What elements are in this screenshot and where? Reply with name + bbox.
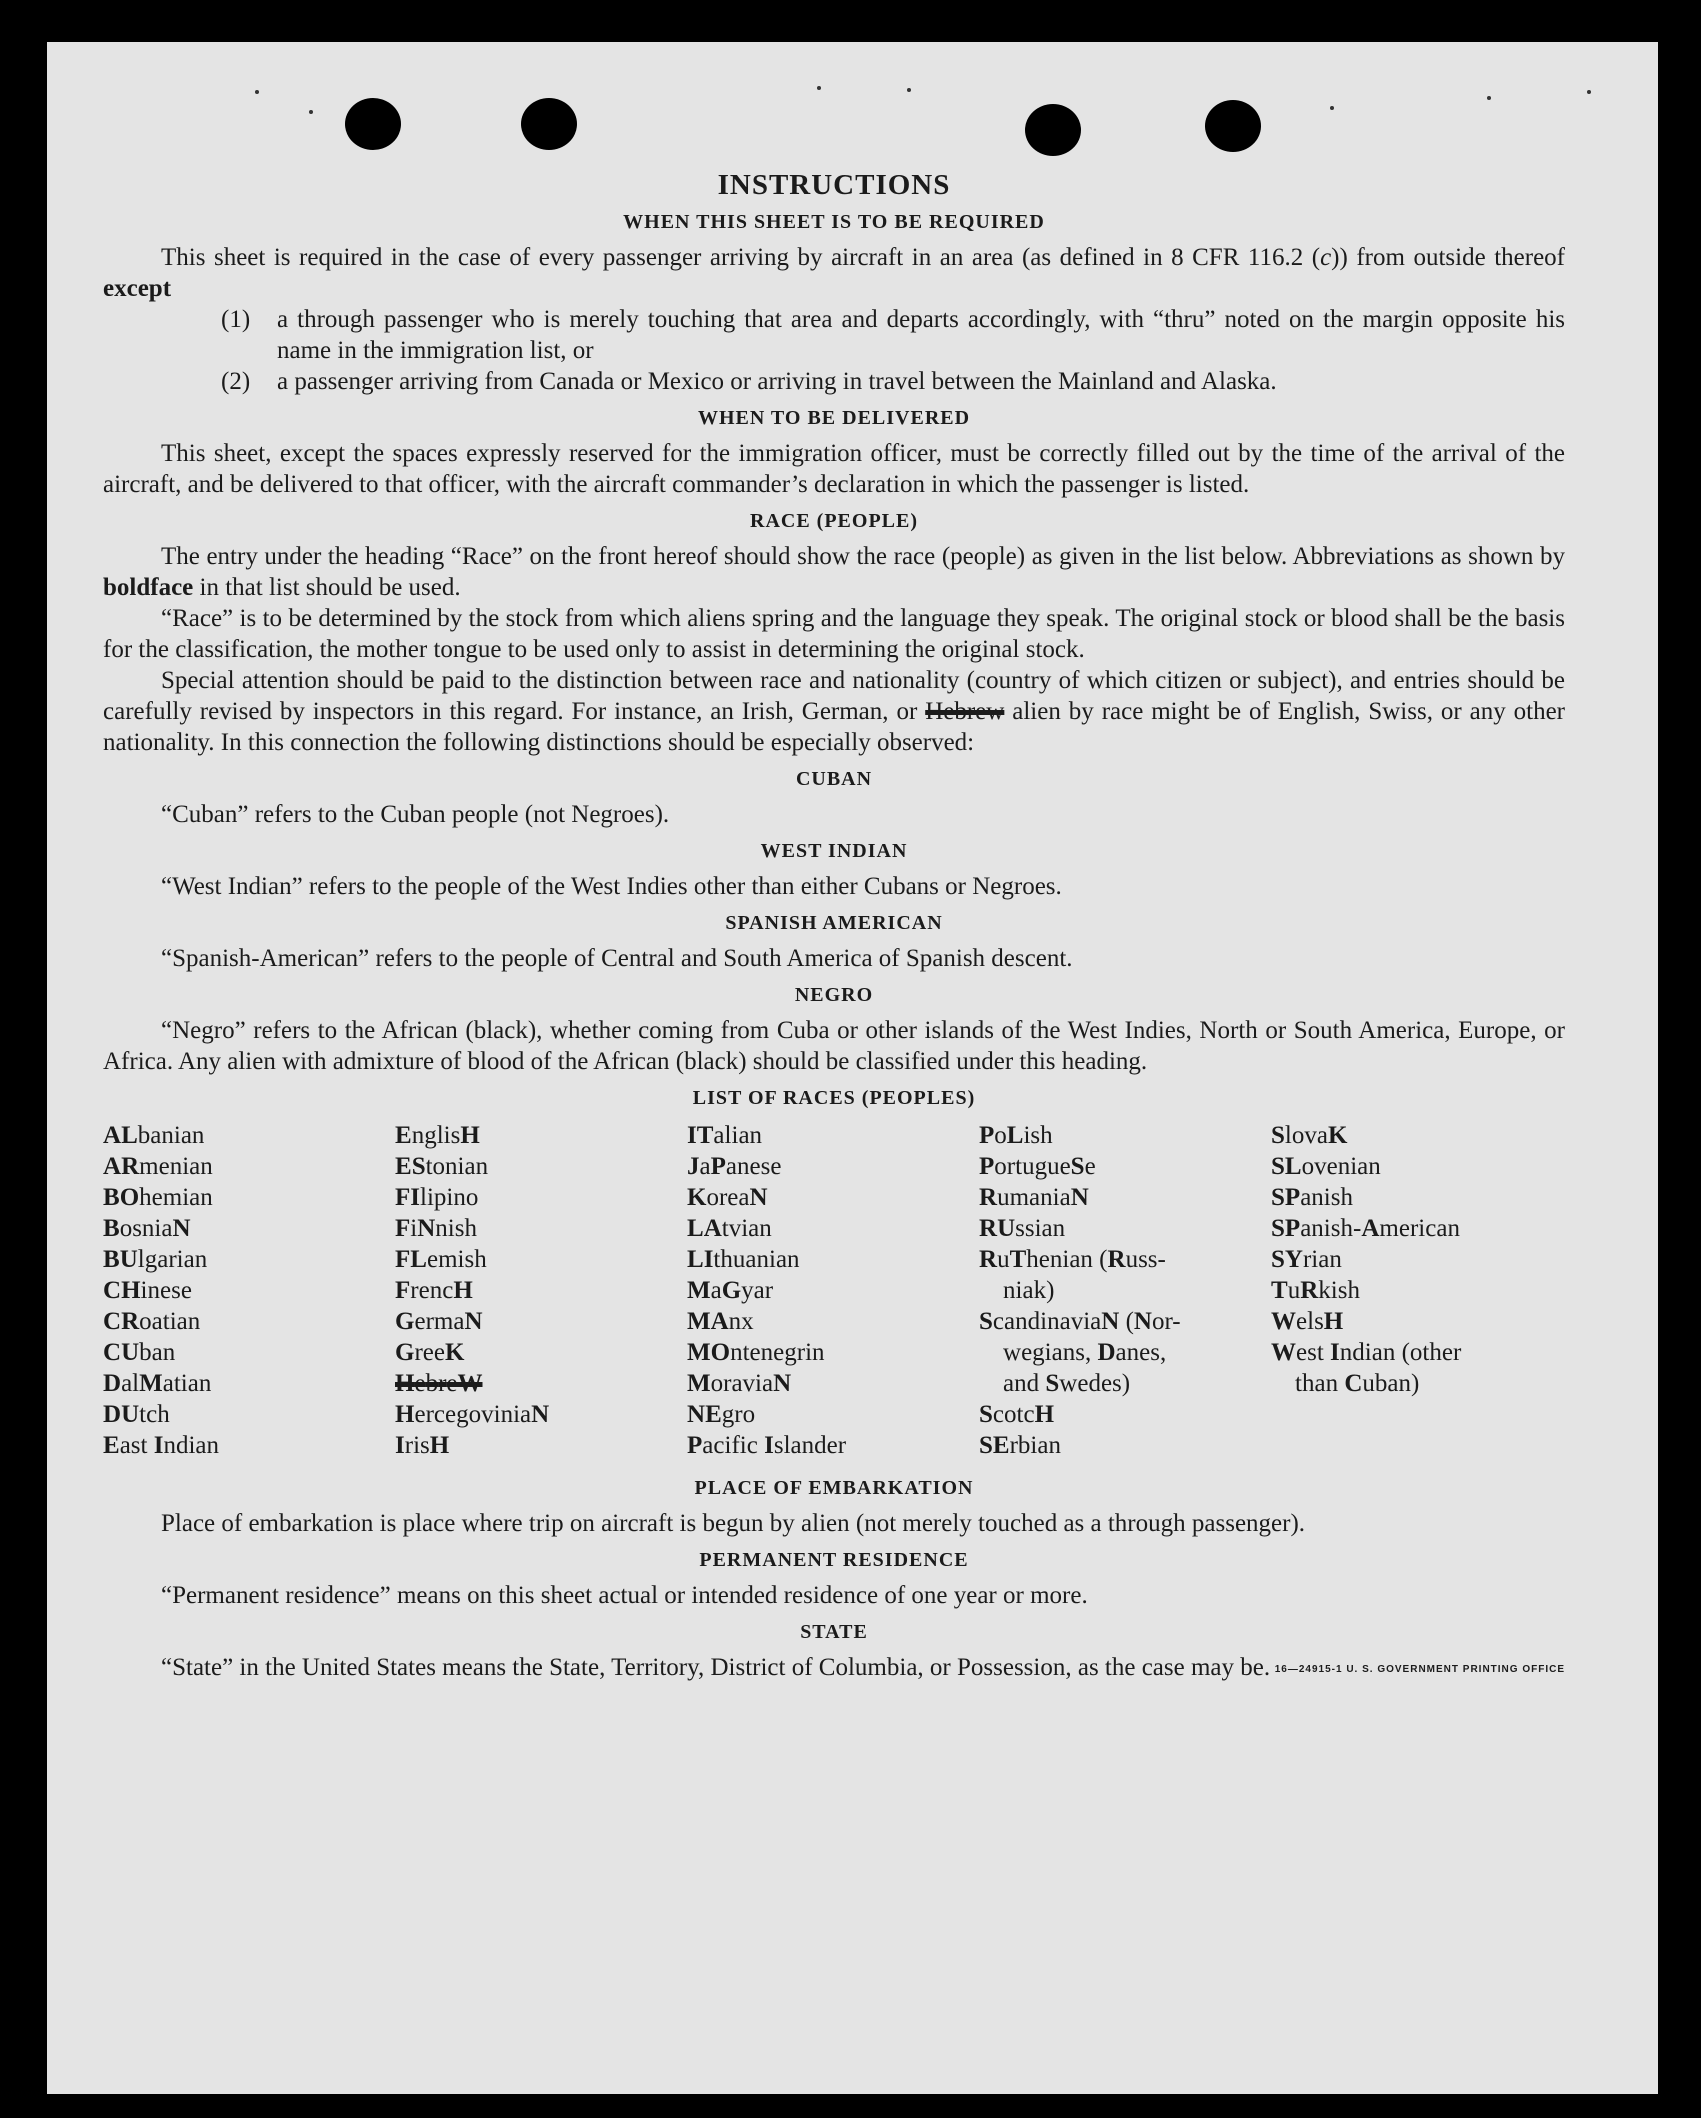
race-entry: LAtvian (687, 1215, 772, 1242)
race-entry: KoreaN (687, 1184, 768, 1211)
race-entry: WelsH (1271, 1308, 1344, 1335)
section-title-cuban: CUBAN (795, 768, 873, 790)
race-entry: FLemish (395, 1246, 487, 1273)
race-entry: SlovaK (1271, 1122, 1348, 1149)
race-entry: PoLish (979, 1122, 1053, 1149)
race-entry: MOntenegrin (687, 1339, 825, 1366)
race-entry: ITalian (687, 1122, 763, 1149)
race-entry: PortugueSe (979, 1153, 1096, 1180)
race-entry: ScotcH (979, 1401, 1055, 1428)
race-entry: LIthuanian (687, 1246, 800, 1273)
race-paragraph-1: The entry under the heading “Race” on the front hereof should show the race (people) as given in the list below. Abbreviations as shown by boldface in that list should be used. (103, 543, 1565, 601)
race-entry: EnglisH (395, 1122, 480, 1149)
section-title-state: STATE (800, 1621, 868, 1643)
race-entry: than Cuban) (1295, 1370, 1420, 1397)
race-entry: DalMatian (103, 1370, 212, 1397)
section-title-spanish-american: SPANISH AMERICAN (725, 912, 943, 934)
race-entry: East Indian (103, 1432, 220, 1459)
punch-hole (1025, 104, 1081, 156)
negro-paragraph: “Negro” refers to the African (black), whether coming from Cuba or other islands of the West Indies, North or South America, Europe, or Africa. Any alien with admixture of blood of the African (black) should be classified under this heading. (103, 1017, 1565, 1075)
speck (1587, 90, 1591, 94)
section-title-list-of-races: LIST OF RACES (PEOPLES) (692, 1087, 976, 1109)
race-column (395, 1120, 687, 1461)
section-title-residence: PERMANENT RESIDENCE (699, 1549, 969, 1571)
race-paragraph-2: “Race” is to be determined by the stock from which aliens spring and the language they speak. The original stock or blood shall be the basis for the classification, the mother tongue to be used only to assist in determining the original stock. (103, 605, 1565, 663)
race-entry: CRoatian (103, 1308, 201, 1335)
race-column (1271, 1120, 1565, 1461)
exception-item: (2) a passenger arriving from Canada or Mexico or arriving in travel between the Mainland and Alaska. (221, 368, 1277, 395)
section-title-west-indian: WEST INDIAN (760, 840, 908, 862)
spanish-american-paragraph: “Spanish-American” refers to the people of Central and South America of Spanish descent. (161, 945, 1073, 972)
punch-hole (521, 98, 577, 150)
race-entry: HercegoviniaN (395, 1401, 550, 1428)
race-entry: NEgro (687, 1401, 756, 1428)
instructions-body (103, 170, 1565, 1683)
race-entry: West Indian (other (1271, 1339, 1462, 1366)
race-entry: niak) (1003, 1277, 1055, 1304)
section-title-delivered: WHEN TO BE DELIVERED (697, 407, 971, 429)
residence-paragraph: “Permanent residence” means on this sheet actual or intended residence of one year or more. (161, 1582, 1088, 1609)
speck (255, 90, 259, 94)
race-entry: BosniaN (103, 1215, 191, 1242)
race-entry: SPanish (1271, 1184, 1353, 1211)
speck (1487, 96, 1491, 100)
speck (907, 88, 911, 92)
race-list (103, 1120, 1565, 1461)
section-title-race: RACE (PEOPLE) (750, 510, 918, 532)
race-entry: CUban (103, 1339, 176, 1366)
page-title: INSTRUCTIONS (717, 169, 951, 201)
race-entry: FrencH (395, 1277, 473, 1304)
race-entry: Pacific Islander (687, 1432, 847, 1459)
document-sheet (47, 42, 1658, 2094)
race-entry: GreeK (395, 1339, 465, 1366)
section-title-embarkation: PLACE OF EMBARKATION (694, 1477, 974, 1499)
race-column (687, 1120, 979, 1461)
race-entry: DUtch (103, 1401, 170, 1428)
race-entry: MAnx (687, 1308, 754, 1335)
embarkation-paragraph: Place of embarkation is place where trip on aircraft is begun by alien (not merely touched as a through passenger). (161, 1510, 1306, 1537)
exception-item: (1) a through passenger who is merely touching that area and departs accordingly, with “thru” noted on the margin opposite his name in the immigration list, or (221, 306, 1565, 364)
race-entry: SErbian (979, 1432, 1061, 1459)
state-paragraph: “State” in the United States means the State, Territory, District of Columbia, or Possession, as the case may be. (161, 1654, 1271, 1681)
race-entry: EStonian (395, 1153, 489, 1180)
race-entry: JaPanese (687, 1153, 782, 1180)
race-entry: ARmenian (103, 1153, 213, 1180)
race-entry: TuRkish (1271, 1277, 1360, 1304)
race-entry: FIlipino (395, 1184, 479, 1211)
struck-word: Hebrew (925, 698, 1005, 725)
race-entry: ScandinaviaN (Nor- (979, 1308, 1181, 1335)
punch-hole (345, 98, 401, 150)
race-entry: RUssian (979, 1215, 1066, 1242)
race-entry: FiNnish (395, 1215, 477, 1242)
race-entry: IrisH (395, 1432, 450, 1459)
race-entry: GermaN (395, 1308, 483, 1335)
section-title-negro: NEGRO (794, 984, 874, 1006)
speck (817, 86, 821, 90)
race-column (103, 1120, 395, 1461)
section-title-required: WHEN THIS SHEET IS TO BE REQUIRED (623, 211, 1045, 233)
punch-hole (1205, 100, 1261, 152)
race-paragraph-3: Special attention should be paid to the distinction between race and nationality (country of which citizen or subject), and entries should be carefully revised by inspectors in this regard. For instance, an Irish, German, or Hebrew alien by race might be of English, Swiss, or any other nationality. In this connection the following distinctions should be especially observed: (103, 667, 1565, 756)
race-entry: RuThenian (Russ- (979, 1246, 1166, 1273)
delivered-paragraph: This sheet, except the spaces expressly reserved for the immigration officer, must be correctly filled out by the time of the arrival of the aircraft, and be delivered to that officer, with the aircraft commander’s declaration in which the passenger is listed. (103, 440, 1565, 498)
speck (1330, 106, 1334, 110)
race-entry: MaGyar (687, 1277, 774, 1304)
race-entry: SPanish-American (1271, 1215, 1460, 1242)
race-entry: SYrian (1271, 1246, 1342, 1273)
race-entry: wegians, Danes, (1003, 1339, 1167, 1366)
race-entry: BOhemian (103, 1184, 213, 1211)
race-entry: CHinese (103, 1277, 192, 1304)
race-entry: HebreW (395, 1370, 483, 1397)
cuban-paragraph: “Cuban” refers to the Cuban people (not Negroes). (161, 801, 670, 828)
race-column (979, 1120, 1271, 1461)
race-entry: MoraviaN (687, 1370, 792, 1397)
west-indian-paragraph: “West Indian” refers to the people of the West Indies other than either Cubans or Negroes. (161, 873, 1062, 900)
race-entry: RumaniaN (979, 1184, 1089, 1211)
race-entry: BUlgarian (103, 1246, 208, 1273)
race-entry: and Swedes) (1003, 1370, 1131, 1397)
race-entry: ALbanian (103, 1122, 205, 1149)
printer-imprint: 16—24915-1 U. S. GOVERNMENT PRINTING OFFICE (1274, 1664, 1565, 1675)
race-entry: SLovenian (1271, 1153, 1381, 1180)
speck (309, 110, 313, 114)
required-paragraph: This sheet is required in the case of every passenger arriving by aircraft in an area (as defined in 8 CFR 116.2 (c)) from outside thereof except (103, 244, 1565, 302)
